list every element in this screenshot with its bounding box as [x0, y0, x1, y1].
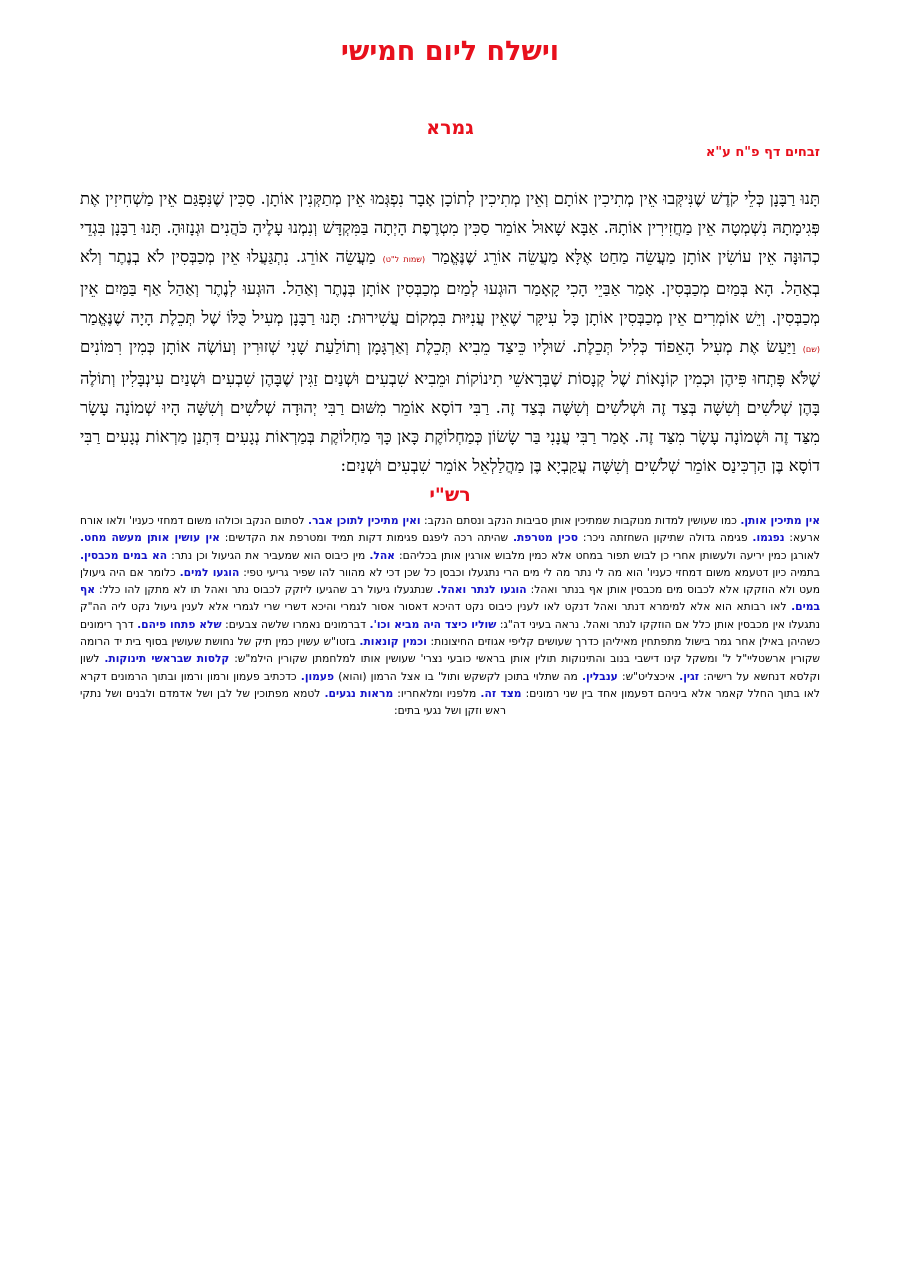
text-segment: פגימה גדולה שתיקון השחזתה ניכר:	[578, 531, 753, 545]
rashi-heading: רש"י	[429, 484, 471, 506]
text-segment: כלומר אם היה גיעולן מעט ולא הוזקקו אלא לכבוס מים מכבסין אותן אף בנתר ואהל:	[80, 565, 820, 597]
dibbur-hamatchil: הא במים מכבסין.	[80, 548, 168, 562]
dibbur-hamatchil: אין מתיכין אותן.	[740, 514, 820, 527]
text-segment: שנתגעלו גיעול רב שהגיעו ליזקק לכבוס נתר ואהל תו לא מתקן להו כלל:	[95, 583, 437, 597]
rashi-text	[80, 512, 820, 720]
dibbur-hamatchil: קלסות שבראשי תינוקות.	[104, 652, 230, 666]
text-segment: מה שתלוי בתוכן לקשקש ותול' בו אצל הרמון (והוא)	[334, 669, 582, 683]
page-title: וישלח ליום חמישי	[340, 36, 560, 67]
gemara-heading: גמרא	[426, 117, 474, 139]
dibbur-hamatchil: הוגעו למים.	[179, 565, 240, 579]
text-segment: דרך רימונים כשהיהן באילן אחר גמר בישול מתפתחין מאיליהן כדרך שעושים קליפי אגוזים החיצונות:	[80, 617, 820, 649]
dibbur-hamatchil: אין עושין אותן מעשה מחט.	[80, 531, 220, 545]
text-segment: מַעֲשֵׂה אוֹרֵג. נִתְגַּעֲלוּ אֵין מְכַבְּסִין לֹא בְנֶתֶר וְלֹא בְאַהַל. הָא בְּמַיִם מְכַבְּסִין. אָמַר אַבַּיֵי הָכִי קָאָמַר הוּגְעוּ לְמַיִם מְכַבְּסִין אוֹתָן בְּנֶתֶר וְאַהַל. הוּגְעוּ לְנֶתֶר וְאַהַל אַף בַּמַּיִם אֵין מְכַבְּסִין. וְיֵשׁ אוֹמְרִים אֵין מְכַבְּסִין אוֹתָן כָּל עִיקָּר שֶׁאֵין עֲנִיּוּת בִּמְקוֹם עֲשִׁירוּת: תָּנוּ רַבָּנָן מְעִיל כֻּלּוֹ שֶׁל תְּכֵלֶת הָיָה שֶׁנֶּאֱמַר	[80, 247, 821, 327]
dibbur-hamatchil: פעמון.	[300, 669, 335, 683]
text-segment: לאו רבותא הוא אלא למימרא דנתר ואהל דנקט לאו לענין כיבוס נקט דהיכא דאסור אסור לגמרי והיכא דשרי שרי לגמרי אלא לענין גיעול נקט ליה הה"ק נתגעלו אין מכבסין אותן כלל אם הוזקקו לנתר ואהל. נראה בעיני דה"ג:	[80, 600, 820, 631]
dibbur-hamatchil: הוגעו לנתר ואהל.	[436, 583, 527, 597]
text-segment: וַיַּעַשׂ אֶת מְעִיל הָאֵפוֹד כְּלִיל תְּכֵלֶת. שׁוּלָיו כֵּיצַד מֵבִיא תְּכֵלֶת וְאַרְגָּמָן וְתוֹלַעַת שָׁנִי שְׁזוּרִין וְעוֹשֶׂה אוֹתָן כְּמִין רִמּוֹנִים שֶׁלֹּא פָּתְחוּ פִּיהֶן וּכְמִין קוֹנָאוֹת שֶׁל קְנָסוֹת שֶׁבְּרָאשֵׁי תִינוֹקוֹת וּמֵבִיא שִׁבְעִים וּשְׁנַיִם זַגִּין שֶׁבָּהֶן שִׁבְעִים וּשְׁנַיִם עִינְבָּלִין וְתוֹלֶה בָּהֶן שְׁלֹשִׁים וְשִׁשָּׁה בְּצַד זֶה וּשְׁלֹשִׁים וְשִׁשָּׁה בְּצַד זֶה. רַבִּי דוֹסָא אוֹמֵר מִשּׁוּם רַבִּי יְהוּדָה שְׁלֹשִׁים וְשִׁשָּׁה הָיוּ שְׁמוֹנָה עָשָׂר מִצַּד זֶה וּשְׁמוֹנָה עָשָׂר מִצַּד זֶה. אָמַר רַבִּי עֲנָנִי בַּר שָׂשׂוֹן כְּמַחְלוֹקֶת כָּאן כָּךְ מַחְלוֹקֶת בְּמַרְאוֹת נְגָעִים דִּתְנַן מַרְאוֹת נְגָעִים רַבִּי דוֹסָא בֶּן הַרְכִּינַס אוֹמֵר שְׁלֹשִׁים וְשִׁשָּׁה עֲקַבְיָא בֶּן מַהֲלַלְאֵל אוֹמֵר שִׁבְעִים וּשְׁנַיִם:	[80, 337, 820, 475]
dibbur-hamatchil: שוליו כיצד היה מביא וכו'.	[369, 617, 497, 631]
text-segment: דברמונים נאמרו שלשה צבעים:	[221, 617, 370, 631]
dibbur-hamatchil: מראות נגעים.	[324, 686, 394, 700]
text-segment: שהיתה רכה ליפגם פגימות דקות תמיד ומטרפת את הקדשים:	[219, 531, 513, 545]
page	[80, 30, 820, 720]
daf-reference: זבחים דף פ"ח ע"א	[705, 145, 820, 160]
dibbur-hamatchil: מצד זה.	[480, 686, 522, 700]
text-segment: בזטו"ש עשוין כמין תיק של נחושת שעושין בסוף בית יד הרומה שקורין ארשטליי"ל ל' ומשקל קינו דישבי בנוב והתינוקות תולין אותן בראשי כובעי נצרי' שעושין אותו למלחמתן שקורין הילמ"ש:	[80, 635, 820, 666]
text-segment: לסתום הנקב וכולהו משום דמחזי כעניו' ולאו אורח ארעא:	[80, 514, 820, 545]
dibbur-hamatchil: זגין.	[679, 669, 700, 683]
text-segment: איכצליט"ש:	[617, 669, 680, 683]
verse-source-note: (שם)	[802, 345, 820, 354]
dibbur-hamatchil: ואין מתיכין לתוכן אבר.	[308, 514, 421, 527]
dibbur-hamatchil: ענבלין.	[581, 669, 618, 683]
text-segment: כמו שעושין למדות מנוקבות שמתיכין אותן סביבות הנקב ונסתם הנקב:	[420, 514, 741, 527]
text-segment: מלפניו ומלאחריו:	[393, 686, 481, 700]
gemara-text	[80, 184, 820, 480]
text-segment: לשון וקלסא דנחשא על רישיה:	[80, 652, 820, 683]
dibbur-hamatchil: אהל.	[369, 548, 395, 562]
dibbur-hamatchil: סכין מטרפת.	[512, 531, 579, 545]
text-segment: לאורגן כמין יריעה ולעשותן אחרי כן לבוש תפור במחט אלא כמין מלבוש אורגין אותן בכליהם:	[394, 548, 820, 562]
text-segment: תָּנוּ רַבָּנָן כְּלֵי קֹדֶשׁ שֶׁנִּיקְּבוּ אֵין מְתִיכִין אוֹתָם וְאֵין מְתִיכִין לְתוֹכָן אָבָר נִפְגְּמוּ אֵין מְתַקְּנִין אוֹתָן. סַכִּין שֶׁנִּפְגַּם אֵין מַשְׁחִיזִין אֶת פְּגִימָתָהּ נִשְׁמְטָה אֵין מַחֲזִירִין אוֹתָהּ. אַבָּא שָׁאוּל אוֹמֵר סַכִּין מִטְרֶפֶת הָיְתָה בַּמִּקְדָּשׁ וְנִמְנוּ עָלֶיהָ כֹּהֲנִים וּגְנָזוּהָ. תָּנוּ רַבָּנָן בִּגְדֵי כְהוּנָּה אֵין עוֹשִׂין אוֹתָן מַעֲשֵׂה מַחַט אֶלָּא מַעֲשֵׂה אוֹרֵג שֶׁנֶּאֱמַר	[80, 189, 820, 266]
dibbur-hamatchil: נפגמו.	[752, 531, 785, 545]
text-segment: מין כיבוס הוא שמעביר את הגיעול וכן נתר:	[167, 548, 370, 562]
text-segment: לטמא מפתוכין של לבן ושל אדמדם ולבנים ושל נתקי ראש וזקן ושל נגעי בתים:	[80, 686, 507, 718]
verse-source-note: (שמות ל"ט)	[382, 255, 426, 264]
dibbur-hamatchil: שלא פתחו פיהם.	[137, 617, 222, 631]
dibbur-hamatchil: אף במים.	[80, 583, 820, 614]
text-segment: בתמיה כיון דטעמא משום דמחזי כעניו' הוא מה לי נתר מה לי מים הרי נתגעלו וכבסן כל שכן דכי לא מהוור להו שפיר גריעי טפי:	[239, 565, 820, 579]
text-segment: כדכתיב פעמון ורמון ורמון ובתוך הרמונים דקרא לאו בתוך החלל קאמר אלא ביניהם דפעמון אחד בין שני רמונים:	[80, 669, 820, 700]
dibbur-hamatchil: וכמין קונאות.	[359, 635, 427, 649]
